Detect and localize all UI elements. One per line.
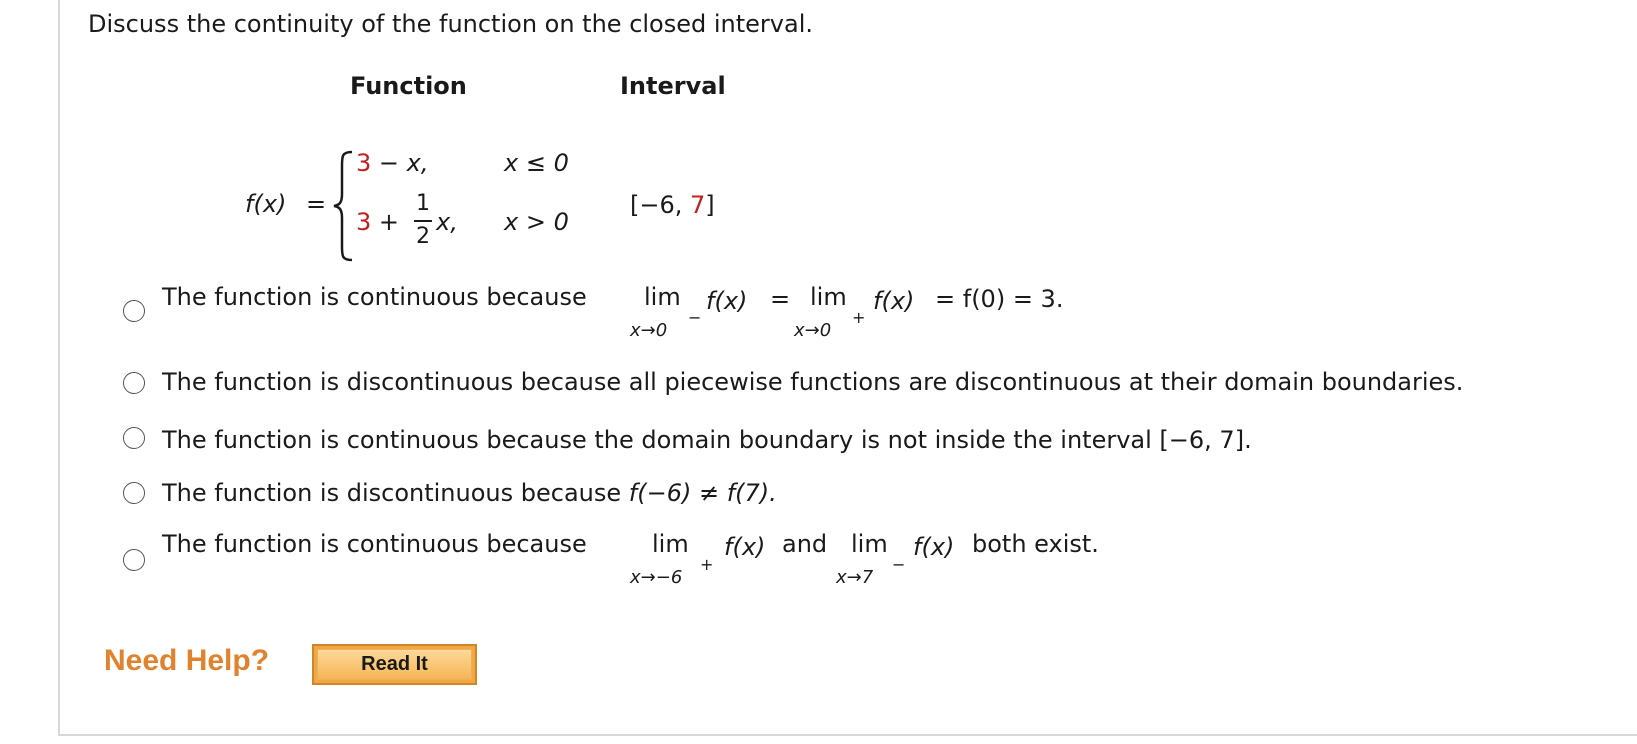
option-1-lim1: lim xyxy=(644,283,681,311)
option-5-text: The function is continuous because xyxy=(162,530,587,558)
radio-option-5[interactable] xyxy=(123,549,145,571)
option-4-pre: The function is discontinuous because xyxy=(162,479,622,507)
read-it-button[interactable] xyxy=(312,644,477,685)
header-function: Function xyxy=(350,72,467,100)
option-5-lim1: lim xyxy=(652,530,689,558)
radio-option-4[interactable] xyxy=(123,482,145,504)
option-1-sup1: − xyxy=(688,308,702,327)
equals-sign: = xyxy=(306,190,327,218)
radio-option-3[interactable] xyxy=(123,427,145,449)
option-1-sup2: + xyxy=(852,308,866,327)
radio-option-2[interactable] xyxy=(123,372,145,394)
option-5-fx2: f(x) xyxy=(913,533,955,561)
fraction-denominator: 2 xyxy=(416,224,430,249)
option-5-tail: both exist. xyxy=(972,530,1099,558)
interval-close: ] xyxy=(705,191,715,219)
case1-rest: − x, xyxy=(378,149,429,177)
option-5-fx1: f(x) xyxy=(724,533,766,561)
option-5-and: and xyxy=(782,530,828,558)
case1-condition-text: x ≤ 0 xyxy=(504,149,569,177)
question-text: Discuss the continuity of the function on the closed interval. xyxy=(88,10,814,38)
fraction-bar xyxy=(414,220,432,222)
case2-constant: 3 xyxy=(356,208,372,236)
option-5-sub1: x→−6 xyxy=(630,567,683,588)
case2-rest: x, xyxy=(436,208,458,236)
fraction-one-half xyxy=(414,191,432,253)
option-1-text: The function is continuous because xyxy=(162,283,587,311)
option-2-text: The function is discontinuous because all piecewise functions are discontinuous at their domain boundaries. xyxy=(162,368,1464,396)
interval-right: 7 xyxy=(690,191,706,219)
option-1-lim2: lim xyxy=(810,283,847,311)
option-4-expr: f(−6) ≠ f(7). xyxy=(628,479,777,507)
option-4-text xyxy=(162,479,777,507)
interval-left: [−6, xyxy=(630,191,683,219)
option-1-fx2: f(x) xyxy=(873,287,915,315)
case2-condition: x > 0 xyxy=(504,208,569,236)
option-5-sup1: + xyxy=(700,555,714,574)
option-5-sub2: x→7 xyxy=(836,567,874,588)
option-3-text: The function is continuous because the domain boundary is not inside the interval [−6, 7]. xyxy=(162,426,1252,454)
option-5-sup2: − xyxy=(892,555,906,574)
option-1-tail: = f(0) = 3. xyxy=(935,285,1064,313)
case1-expression xyxy=(356,149,429,177)
case1-constant: 3 xyxy=(356,149,372,177)
need-help-label: Need Help? xyxy=(104,644,270,677)
case2-constant-wrap xyxy=(356,208,399,236)
case2-plus: + xyxy=(378,208,400,236)
left-brace-icon xyxy=(332,150,354,262)
fraction-numerator: 1 xyxy=(416,191,430,216)
option-1-sub2: x→0 xyxy=(794,320,832,341)
case1-condition xyxy=(504,149,569,177)
read-it-label: Read It xyxy=(317,649,472,680)
option-1-eq: = xyxy=(770,285,791,313)
option-1-fx1: f(x) xyxy=(706,287,748,315)
interval-value xyxy=(630,191,715,219)
option-1-sub1: x→0 xyxy=(630,320,668,341)
header-interval: Interval xyxy=(620,72,726,100)
option-5-lim2: lim xyxy=(851,530,888,558)
fx-label: f(x) xyxy=(245,190,287,218)
radio-option-1[interactable] xyxy=(123,300,145,322)
